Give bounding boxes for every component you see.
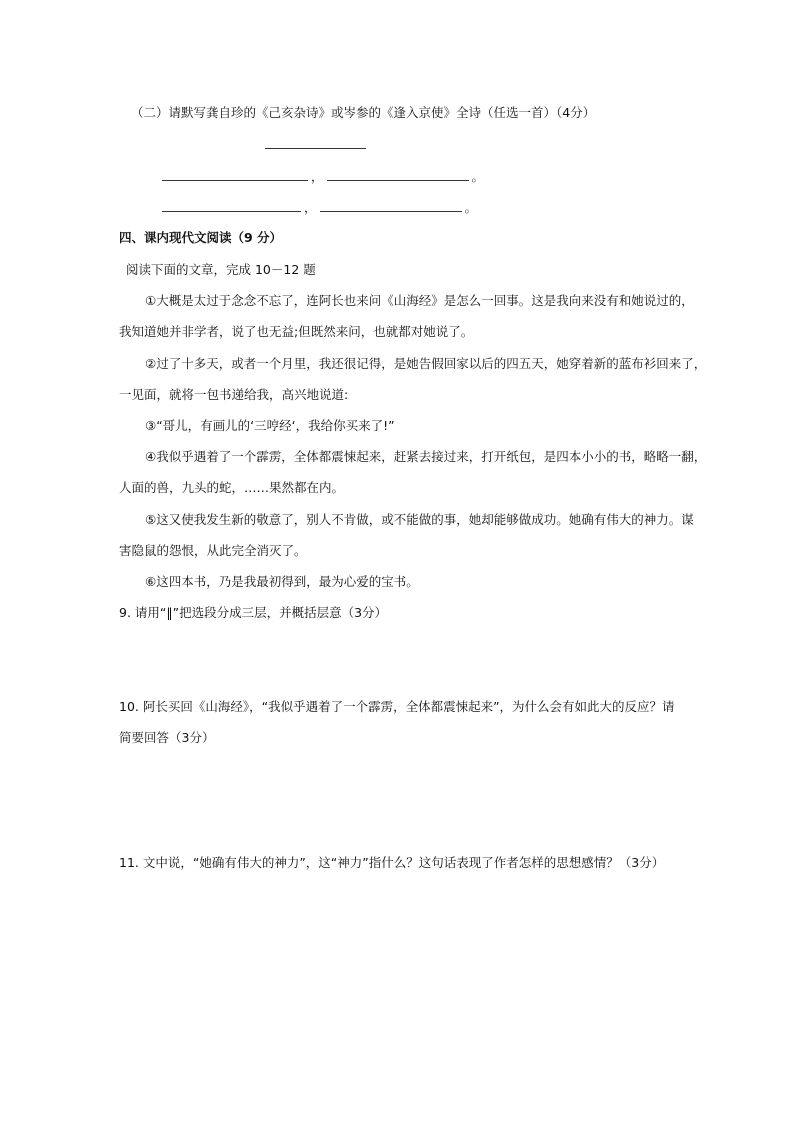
paragraph-2-line-1: ②过了十多天，或者一个月里，我还很记得，是她告假回家以后的四五天，她穿着新的蓝布衫回来了， (145, 356, 707, 371)
question-9: 9. 请用“‖”把选段分成三层，并概括层意（3分） (119, 605, 388, 620)
poem-period-2: 。 (464, 200, 478, 215)
poem-line-1 (162, 168, 484, 185)
poem-title-blank[interactable] (265, 136, 366, 149)
paragraph-1-line-2: 我知道她并非学者，说了也无益;但既然来问，也就都对她说了。 (119, 324, 474, 339)
section-four-heading: 四、课内现代文阅读（9 分） (119, 230, 283, 245)
paragraph-3-line-1: ③“哥儿，有画儿的‘三哼经‘，我给你买来了!” (145, 418, 395, 433)
paragraph-4-line-2: 人面的兽，九头的蛇，……果然都在内。 (119, 480, 345, 495)
poem-comma-2: ， (304, 200, 317, 215)
question-11: 11. 文中说，“她确有伟大的神力”，这“神力”指什么？这句话表现了作者怎样的思想感情？（3分） (119, 855, 665, 870)
paragraph-2-line-2: 一见面，就将一包书递给我，高兴地说道: (119, 387, 349, 402)
poem-blank-1b[interactable] (327, 168, 469, 181)
paragraph-4-line-1: ④我似乎遇着了一个霹雳，全体都震悚起来，赶紧去接过来，打开纸包，是四本小小的书，略略一翻， (145, 449, 707, 464)
paragraph-6-line-1: ⑥这四本书，乃是我最初得到，最为心爱的宝书。 (145, 574, 419, 589)
paragraph-5-line-2: 害隐鼠的怨恨，从此完全消灭了。 (119, 543, 307, 558)
poem-period-1: 。 (471, 169, 485, 184)
poem-blank-2b[interactable] (320, 199, 462, 212)
paragraph-5-line-1: ⑤这又使我发生新的敬意了，别人不肯做，或不能做的事，她却能够做成功。她确有伟大的神力。谋 (145, 512, 694, 527)
poem-line-2 (162, 199, 477, 216)
poem-comma-1: ， (311, 169, 324, 184)
question-10-line-2: 简要回答（3分） (119, 730, 215, 745)
paragraph-1-line-1: ①大概是太过于念念不忘了，连阿长也来问《山海经》是怎么一回事。这是我向来没有和她说过的， (145, 293, 694, 308)
recitation-prompt: （二）请默写龚自珍的《己亥杂诗》或岑参的《逢入京使》全诗（任选一首）（4分） (131, 105, 596, 120)
poem-blank-1a[interactable] (162, 168, 308, 181)
question-10-line-1: 10. 阿长买回《山海经》，“我似乎遇着了一个霹雳，全体都震悚起来”，为什么会有如此大的反应？请 (119, 699, 675, 714)
poem-blank-2a[interactable] (162, 199, 301, 212)
reading-instruction: 阅读下面的文章，完成 10－12 题 (126, 262, 316, 277)
